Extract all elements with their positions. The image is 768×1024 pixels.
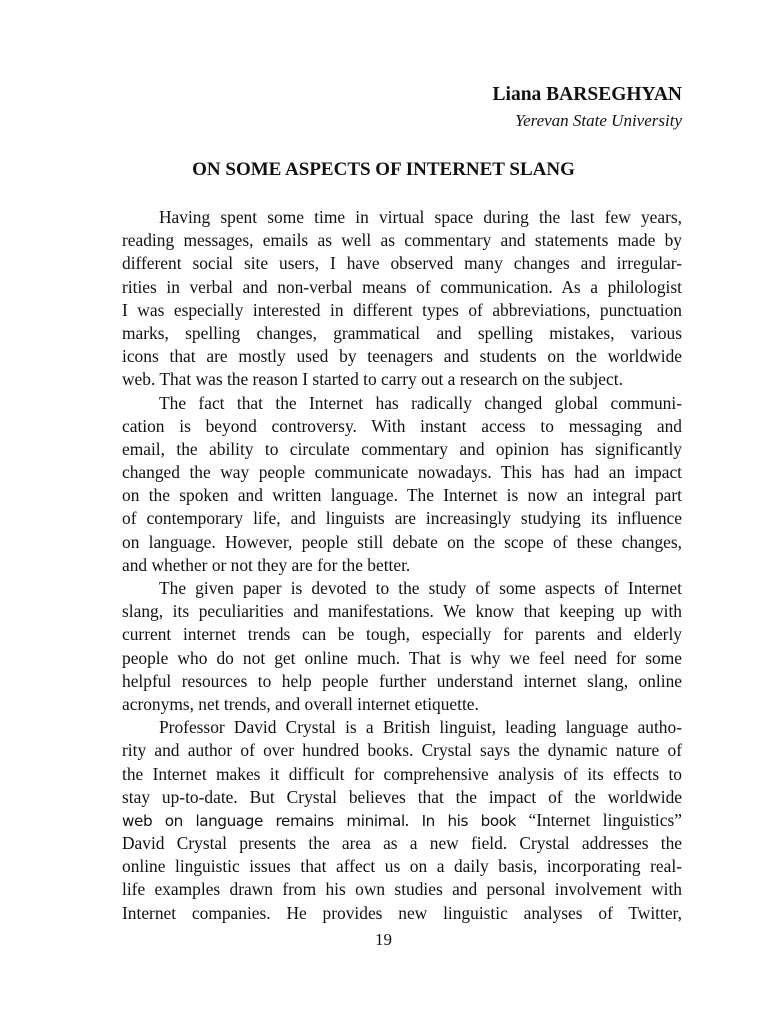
text-line: The given paper is devoted to the study of some aspects of Internet — [159, 578, 682, 598]
paragraph-3 — [85, 577, 682, 716]
text-line: email, the ability to circulate commentary and opinion has significantly — [122, 438, 682, 459]
text-line: online linguistic issues that affect us on a daily basis, incorporating real- — [122, 856, 682, 877]
paper-body — [85, 206, 682, 925]
text-line: different social site users, I have observed many changes and irregular- — [122, 253, 682, 274]
text-line: David Crystal presents the area as a new field. Crystal addresses the — [122, 833, 682, 854]
text-line: slang, its peculiarities and manifestations. We know that keeping up with — [122, 601, 682, 622]
text-line: Having spent some time in virtual space during the last few years, — [159, 207, 682, 227]
text-line: Internet companies. He provides new linguistic analyses of Twitter, — [122, 902, 682, 923]
document-page — [85, 0, 682, 1024]
text-line: helpful resources to help people further understand internet slang, online — [122, 670, 682, 691]
text-line: changed the way people communicate nowadays. This has had an impact — [122, 462, 682, 483]
text-line: rity and author of over hundred books. Crystal says the dynamic nature of — [122, 740, 682, 761]
text-line: the Internet makes it difficult for comprehensive analysis of its effects to — [122, 763, 682, 784]
text-line: I was especially interested in different types of abbreviations, punctuation — [122, 299, 682, 320]
text-line-mixed-font — [85, 809, 682, 832]
text-fragment: . — [404, 809, 422, 830]
text-line: on language. However, people still debate on the scope of these changes, — [122, 531, 682, 552]
paragraph-4 — [85, 716, 682, 925]
text-line: marks, spelling changes, grammatical and spelling mistakes, various — [122, 322, 682, 343]
text-line: on the spoken and written language. The Internet is now an integral part — [122, 485, 682, 506]
text-line: The fact that the Internet has radically changed global communi- — [159, 392, 682, 413]
text-line: reading messages, emails as well as commentary and statements made by — [122, 230, 682, 251]
text-fragment: In his book — [421, 811, 516, 830]
text-line: and whether or not they are for the better. — [122, 554, 411, 575]
text-line: of contemporary life, and linguists are increasingly studying its influence — [122, 508, 682, 529]
paragraph-2 — [85, 392, 682, 578]
text-line: life examples drawn from his own studies and personal involvement with — [122, 879, 682, 900]
text-fragment: web on language remains minimal — [122, 811, 405, 830]
text-fragment: “Internet linguistics” — [516, 809, 682, 830]
text-line: icons that are mostly used by teenagers and students on the worldwide — [122, 346, 682, 367]
author-name: Liana BARSEGHYAN — [492, 84, 682, 105]
text-line: rities in verbal and non-verbal means of communication. As a philologist — [122, 276, 682, 297]
text-line: Professor David Crystal is a British linguist, leading language autho- — [159, 717, 682, 738]
author-affiliation: Yerevan State University — [515, 111, 682, 130]
text-line: acronyms, net trends, and overall internet etiquette. — [122, 693, 479, 714]
text-line: stay up-to-date. But Crystal believes that the impact of the worldwide — [122, 786, 682, 807]
paper-title: ON SOME ASPECTS OF INTERNET SLANG — [192, 159, 575, 180]
text-line: people who do not get online much. That is why we feel need for some — [122, 647, 682, 668]
text-line: cation is beyond controversy. With instant access to messaging and — [122, 415, 682, 436]
text-line: web. That was the reason I started to carry out a research on the subject. — [122, 369, 623, 390]
text-line: current internet trends can be tough, especially for parents and elderly — [122, 624, 682, 645]
paragraph-1 — [85, 206, 682, 392]
page-number: 19 — [375, 930, 392, 949]
